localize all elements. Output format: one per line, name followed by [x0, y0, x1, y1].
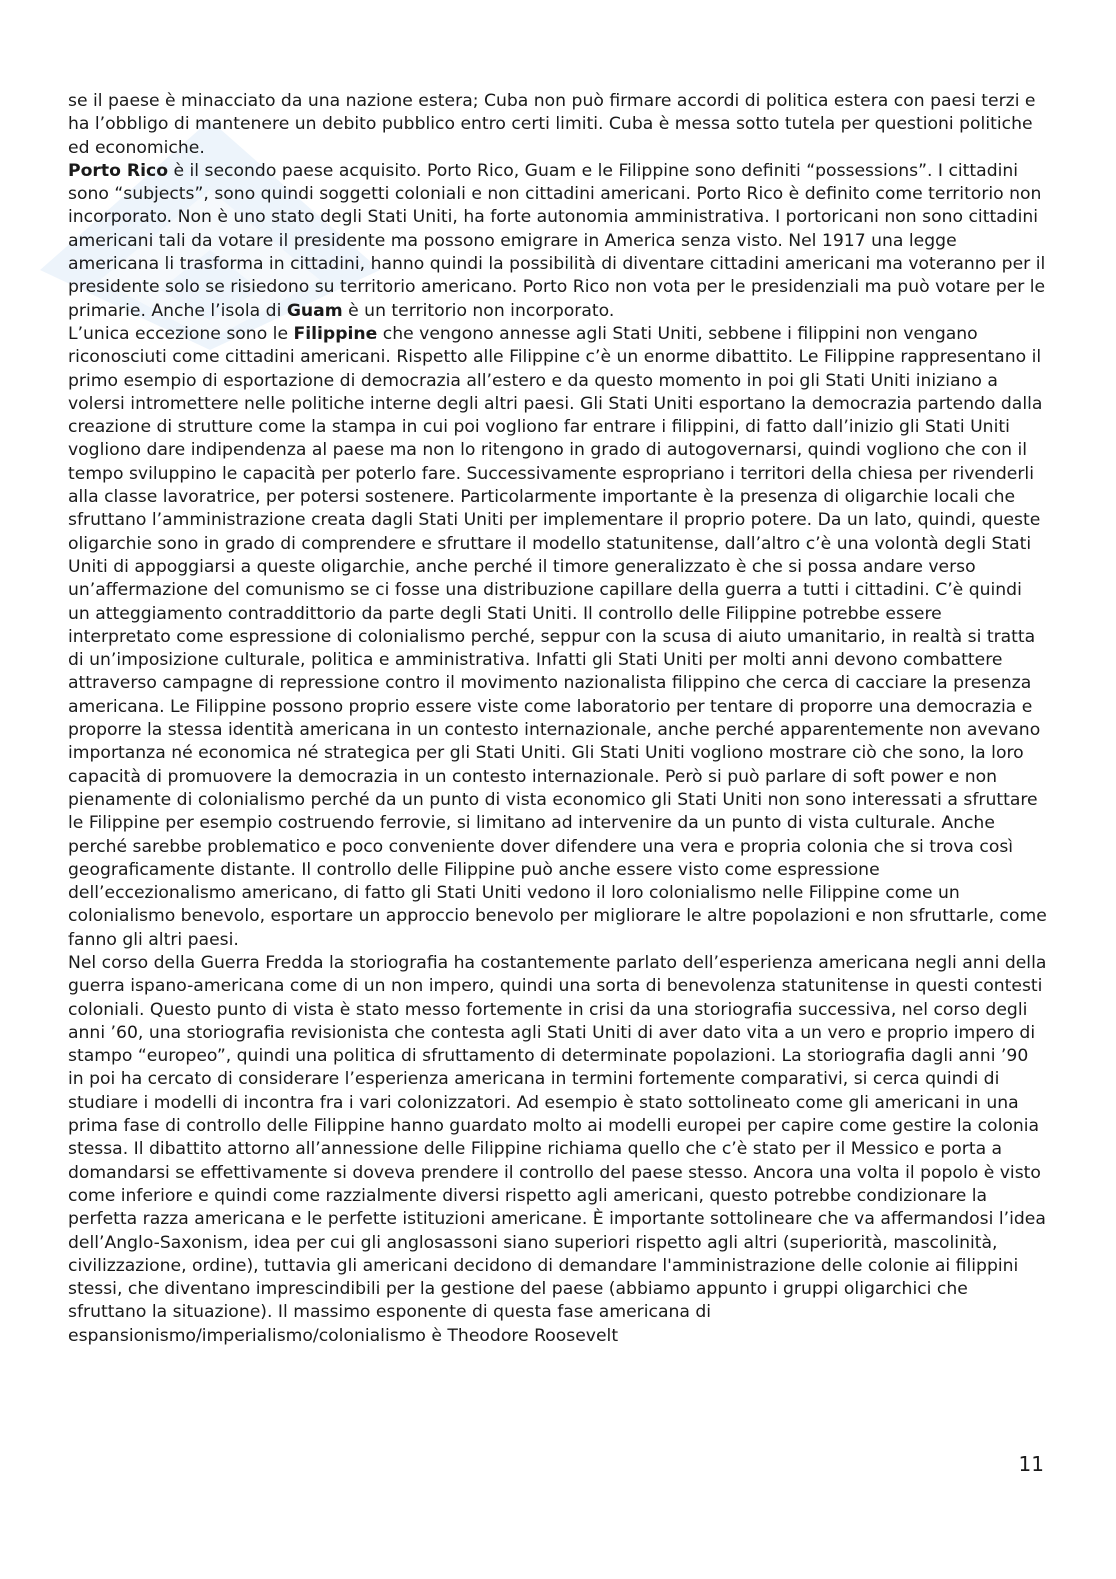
page-number: 11	[1018, 1452, 1044, 1476]
paragraph	[68, 952, 1048, 1348]
text-run: è il secondo paese acquisito. Porto Rico, Guam e le Filippine sono definiti “possessions”. I cittadini sono “subjects”, sono quindi soggetti coloniali e non cittadini americani. Porto Rico è definito come territorio non incorporato. Non è uno stato degli Stati Uniti, ha forte autonomia amministrativa. I portoricani non sono cittadini americani tali da votare il presidente ma possono emigrare in America senza visto. Nel 1917 una legge americana li trasforma in cittadini, hanno quindi la possibilità di diventare cittadini americani ma voteranno per il presidente solo se risiedono su territorio americano. Porto Rico non vota per le presidenziali ma può votare per le primarie. Anche l’isola di	[68, 160, 1046, 321]
text-run: che vengono annesse agli Stati Uniti, sebbene i filippini non vengano riconosciuti come cittadini americani. Rispetto alle Filippine c’è un enorme dibattito. Le Filippine rappresentano il primo esempio di esportazione di democrazia all’estero e da questo momento in poi gli Stati Uniti iniziano a volersi intromettere nelle politiche interne degli altri paesi. Gli Stati Uniti esportano la democrazia partendo dalla creazione di strutture come la stampa in cui poi vogliono far entrare i filippini, di fatto dall’inizio gli Stati Uniti vogliono dare indipendenza al paese ma non lo ritengono in grado di autogovernarsi, quindi vogliono che con il tempo sviluppino le capacità per poterlo fare. Successivamente espropriano i territori della chiesa per rivenderli alla classe lavoratrice, per potersi sostenere. Particolarmente importante è la presenza di oligarchie locali che sfruttano l’amministrazione creata dagli Stati Uniti per implementare il proprio potere. Da un lato, quindi, queste oligarchie sono in grado di comprendere e sfruttare il modello statunitense, dall’altro c’è una volontà degli Stati Uniti di appoggiarsi a queste oligarchie, anche perché il timore generalizzato è che si possa andare verso un’affermazione del comunismo se ci fosse una distribuzione capillare della guerra a tutti i cittadini. C’è quindi un atteggiamento contraddittorio da parte degli Stati Uniti. Il controllo delle Filippine potrebbe essere interpretato come espressione di colonialismo perché, seppur con la scusa di aiuto umanitario, in realtà si tratta di un’imposizione culturale, politica e amministrativa. Infatti gli Stati Uniti per molti anni devono combattere attraverso campagne di repressione contro il movimento nazionalista filippino che cerca di cacciare la presenza americana. Le Filippine possono proprio essere viste come laboratorio per tentare di proporre una democrazia e proporre la stessa identità americana in un contesto internazionale, anche perché apparentemente non avevano importanza né economica né strategica per gli Stati Uniti. Gli Stati Uniti vogliono mostrare ciò che sono, la loro capacità di promuovere la democrazia in un contesto internazionale. Però si può parlare di soft power e non pienamente di colonialismo perché da un punto di vista economico gli Stati Uniti non sono interessati a sfruttare le Filippine per esempio costruendo ferrovie, si limitano ad intervenire da un punto di vista culturale. Anche perché sarebbe problematico e poco conveniente dover difendere una vera e propria colonia che si trova così geograficamente distante. Il controllo delle Filippine può anche essere visto come espressione dell’eccezionalismo americano, di fatto gli Stati Uniti vedono il loro colonialismo nelle Filippine come un colonialismo benevolo, esportare un approccio benevolo per migliorare le altre popolazioni e non sfruttarle, come fanno gli altri paesi.	[68, 323, 1047, 950]
text-run: se il paese è minacciato da una nazione estera; Cuba non può firmare accordi di politica estera con paesi terzi e ha l’obbligo di mantenere un debito pubblico entro certi limiti. Cuba è messa sotto tutela per questioni politiche ed economiche.	[68, 91, 1036, 158]
bold-term: Porto Rico	[68, 160, 169, 181]
bold-term: Filippine	[293, 323, 378, 344]
text-run: Nel corso della Guerra Fredda la storiografia ha costantemente parlato dell’esperienza americana negli anni della guerra ispano-americana come di un non impero, quindi una sorta di benevolenza statunitense in questi contesti coloniali. Questo punto di vista è stato messo fortemente in crisi da una storiografia successiva, nel corso degli anni ’60, una storiografia revisionista che contesta agli Stati Uniti di aver dato vita a un vero e proprio impero di stampo “europeo”, quindi una politica di sfruttamento di determinate popolazioni. La storiografia dagli anni ’90 in poi ha cercato di considerare l’esperienza americana in termini fortemente comparativi, si cerca quindi di studiare i modelli di incontra fra i vari colonizzatori. Ad esempio è stato sottolineato come gli americani in una prima fase di controllo delle Filippine hanno guardato molto ai modelli europei per capire come gestire la colonia stessa. Il dibattito attorno all’annessione delle Filippine richiama quello che c’è stato per il Messico e porta a domandarsi se effettivamente si doveva prendere il controllo del paese stesso. Ancora una volta il popolo è visto come inferiore e quindi come razzialmente diversi rispetto agli americani, questo potrebbe condizionare la perfetta razza americana e le perfette istituzioni americane. È importante sottolineare che va affermandosi l’idea dell’Anglo-Saxonism, idea per cui gli anglosassoni siano superiori rispetto agli altri (superiorità, mascolinità, civilizzazione, ordine), tuttavia gli americani decidono di demandare l'amministrazione delle colonie ai filippini stessi, che diventano imprescindibili per la gestione del paese (abbiamo appunto i gruppi oligarchici che sfruttano la situazione). Il massimo esponente di questa fase americana di espansionismo/imperialismo/colonialismo è Theodore Roosevelt	[68, 952, 1047, 1346]
paragraph	[68, 323, 1048, 952]
text-run: è un territorio non incorporato.	[342, 300, 615, 321]
bold-term: Guam	[286, 300, 343, 321]
paragraph	[68, 160, 1048, 323]
paragraph	[68, 90, 1048, 160]
document-text-body	[68, 90, 1048, 1348]
text-run: L’unica eccezione sono le	[68, 323, 294, 344]
